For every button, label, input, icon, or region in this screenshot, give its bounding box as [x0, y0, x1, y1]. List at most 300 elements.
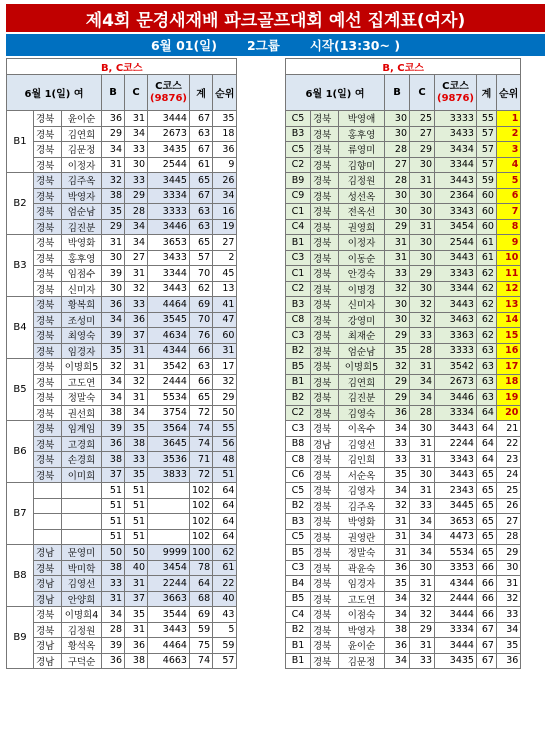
player-name-cell: 정말숙 — [339, 545, 385, 561]
qualifier-score-table — [6, 58, 237, 669]
b-score-cell: 36 — [385, 638, 410, 654]
c-course-detail-cell: 3446 — [435, 390, 477, 406]
player-name-cell: 김영선 — [62, 576, 102, 592]
column-header-row — [286, 75, 521, 111]
table-row — [7, 622, 237, 638]
c-score-cell: 36 — [125, 638, 148, 654]
table-row — [286, 142, 521, 158]
c-course-detail-cell: 3344 — [435, 281, 477, 297]
table-row — [7, 421, 237, 437]
total-cell: 62 — [476, 297, 496, 313]
region-cell: 경북 — [311, 374, 339, 390]
rank-cell: 45 — [213, 266, 237, 282]
player-name-cell: 김정원 — [339, 173, 385, 189]
table-row — [286, 467, 521, 483]
c-course-detail-cell: 3545 — [148, 312, 190, 328]
rank-cell: 9 — [213, 157, 237, 173]
table-row — [286, 638, 521, 654]
player-name-cell — [62, 529, 102, 545]
region-cell: 경북 — [34, 359, 62, 375]
player-name-cell: 김주옥 — [62, 173, 102, 189]
c-course-detail-cell: 2364 — [435, 188, 477, 204]
region-cell: 경북 — [311, 219, 339, 235]
region-cell: 경북 — [34, 126, 62, 142]
c-score-cell: 28 — [410, 405, 435, 421]
player-name-cell: 권영희 — [339, 219, 385, 235]
rank-cell: 31 — [496, 576, 520, 592]
header-rank: 순위 — [213, 75, 237, 111]
table-row — [7, 297, 237, 313]
region-cell: 경북 — [34, 312, 62, 328]
c-score-cell: 30 — [410, 235, 435, 251]
group-code-cell: B4 — [286, 576, 311, 592]
c-course-detail-cell: 2244 — [435, 436, 477, 452]
region-cell — [34, 498, 62, 514]
table-row — [286, 111, 521, 127]
group-code-cell: C3 — [286, 250, 311, 266]
schedule-start: 시작(13:30~ ) — [309, 38, 401, 53]
group-code-cell: B2 — [286, 622, 311, 638]
c-score-cell: 25 — [410, 111, 435, 127]
total-cell: 61 — [476, 235, 496, 251]
b-score-cell: 34 — [385, 421, 410, 437]
c-course-detail-cell: 2673 — [435, 374, 477, 390]
total-cell: 66 — [189, 374, 212, 390]
rank-cell: 41 — [213, 297, 237, 313]
c-course-detail-cell: 2544 — [435, 235, 477, 251]
rank-cell: 35 — [213, 111, 237, 127]
player-name-cell: 김향미 — [339, 157, 385, 173]
region-cell: 경북 — [311, 343, 339, 359]
total-cell: 57 — [189, 250, 212, 266]
b-score-cell: 35 — [385, 467, 410, 483]
rank-cell: 9 — [496, 235, 520, 251]
c-course-detail-cell: 4344 — [435, 576, 477, 592]
c-score-cell: 31 — [410, 452, 435, 468]
rank-cell: 2 — [213, 250, 237, 266]
c-score-cell: 31 — [410, 436, 435, 452]
rank-cell: 59 — [213, 638, 237, 654]
b-score-cell: 28 — [385, 173, 410, 189]
total-cell: 63 — [189, 359, 212, 375]
table-row — [286, 359, 521, 375]
c-course-detail-cell: 4663 — [148, 653, 190, 669]
c-score-cell: 34 — [410, 545, 435, 561]
group-code-cell: C2 — [286, 405, 311, 421]
group-code-cell: B9 — [286, 173, 311, 189]
player-name-cell: 최영숙 — [62, 328, 102, 344]
total-cell: 64 — [476, 405, 496, 421]
table-row — [7, 343, 237, 359]
b-score-cell: 37 — [102, 467, 125, 483]
table-row — [7, 328, 237, 344]
b-score-cell: 30 — [102, 250, 125, 266]
c-score-cell: 28 — [125, 204, 148, 220]
c-score-cell: 51 — [125, 514, 148, 530]
total-cell: 60 — [476, 204, 496, 220]
b-score-cell: 30 — [385, 297, 410, 313]
total-cell: 62 — [189, 281, 212, 297]
group-code-cell: B1 — [286, 638, 311, 654]
region-cell: 경북 — [311, 622, 339, 638]
player-name-cell: 김진분 — [62, 219, 102, 235]
c-course-detail-cell: 3754 — [148, 405, 190, 421]
player-name-cell: 정말숙 — [62, 390, 102, 406]
total-cell: 72 — [189, 467, 212, 483]
c-score-cell: 31 — [410, 483, 435, 499]
group-label: B5 — [7, 359, 34, 421]
region-cell: 경북 — [34, 142, 62, 158]
b-score-cell: 31 — [385, 545, 410, 561]
player-name-cell: 조성미 — [62, 312, 102, 328]
total-cell: 62 — [476, 328, 496, 344]
c-score-cell: 36 — [125, 312, 148, 328]
total-cell: 65 — [476, 498, 496, 514]
table-row — [286, 266, 521, 282]
region-cell: 경북 — [34, 328, 62, 344]
table-row — [7, 235, 237, 251]
region-cell: 경북 — [34, 235, 62, 251]
total-cell: 71 — [189, 452, 212, 468]
c-course-detail-cell: 3344 — [148, 266, 190, 282]
player-name-cell — [62, 498, 102, 514]
rank-cell: 48 — [213, 452, 237, 468]
player-name-cell: 홍후영 — [62, 250, 102, 266]
player-name-cell: 황석옥 — [62, 638, 102, 654]
region-cell: 경북 — [311, 452, 339, 468]
rank-cell: 56 — [213, 436, 237, 452]
rank-cell: 60 — [213, 328, 237, 344]
c-course-detail-cell: 4464 — [148, 297, 190, 313]
rank-cell: 62 — [213, 545, 237, 561]
total-cell: 59 — [476, 173, 496, 189]
player-name-cell: 이옥수 — [339, 421, 385, 437]
b-score-cell: 32 — [385, 281, 410, 297]
c-course-detail-cell: 3443 — [435, 173, 477, 189]
region-cell: 경북 — [34, 188, 62, 204]
b-score-cell: 28 — [102, 622, 125, 638]
total-cell: 63 — [476, 390, 496, 406]
group-label: B4 — [7, 297, 34, 359]
region-cell — [34, 483, 62, 499]
b-score-cell: 28 — [385, 142, 410, 158]
table-row — [286, 204, 521, 220]
region-cell: 경북 — [311, 390, 339, 406]
total-cell: 57 — [476, 126, 496, 142]
b-score-cell: 36 — [102, 436, 125, 452]
c-score-cell: 34 — [125, 126, 148, 142]
c-score-cell: 32 — [410, 591, 435, 607]
ranking-table — [285, 58, 521, 669]
player-name-cell: 손경희 — [62, 452, 102, 468]
b-score-cell: 34 — [102, 374, 125, 390]
table-row — [286, 607, 521, 623]
rank-cell: 13 — [213, 281, 237, 297]
rank-cell: 64 — [213, 498, 237, 514]
rank-cell: 24 — [496, 467, 520, 483]
player-name-cell: 김정원 — [62, 622, 102, 638]
table-row — [7, 514, 237, 530]
total-cell: 55 — [476, 111, 496, 127]
region-cell: 경북 — [311, 498, 339, 514]
player-name-cell: 김연희 — [62, 126, 102, 142]
table-row — [7, 281, 237, 297]
c-course-detail-cell: 3344 — [435, 157, 477, 173]
total-cell: 66 — [476, 607, 496, 623]
region-cell: 경남 — [34, 576, 62, 592]
b-score-cell: 29 — [385, 219, 410, 235]
table-row — [286, 157, 521, 173]
group-code-cell: C5 — [286, 483, 311, 499]
rank-cell: 50 — [213, 405, 237, 421]
c-score-cell: 32 — [410, 297, 435, 313]
b-score-cell: 30 — [385, 312, 410, 328]
region-cell: 경북 — [311, 359, 339, 375]
total-cell: 62 — [476, 266, 496, 282]
table-row — [286, 374, 521, 390]
c-course-detail-cell: 3564 — [148, 421, 190, 437]
c-score-cell: 33 — [410, 653, 435, 669]
region-cell: 경북 — [34, 374, 62, 390]
c-score-cell: 27 — [125, 250, 148, 266]
player-name-cell: 엄순남 — [339, 343, 385, 359]
c-course-detail-cell: 2544 — [148, 157, 190, 173]
player-name-cell: 곽윤숙 — [339, 560, 385, 576]
region-cell: 경북 — [34, 467, 62, 483]
total-cell: 61 — [189, 157, 212, 173]
rank-cell: 31 — [213, 343, 237, 359]
total-cell: 74 — [189, 436, 212, 452]
region-cell: 경북 — [34, 266, 62, 282]
rank-cell: 3 — [496, 142, 520, 158]
total-cell: 70 — [189, 266, 212, 282]
total-cell: 65 — [189, 173, 212, 189]
total-cell: 69 — [189, 297, 212, 313]
rank-cell: 2 — [496, 126, 520, 142]
c-score-cell: 30 — [125, 157, 148, 173]
player-name-cell: 김주옥 — [339, 498, 385, 514]
player-name-cell: 엄순남 — [62, 204, 102, 220]
rank-cell: 22 — [496, 436, 520, 452]
table-row — [7, 545, 237, 561]
b-score-cell: 32 — [102, 173, 125, 189]
rank-cell: 1 — [496, 111, 520, 127]
player-name-cell: 임경자 — [62, 343, 102, 359]
c-course-detail-cell — [148, 498, 190, 514]
b-score-cell: 36 — [385, 560, 410, 576]
total-cell: 102 — [189, 498, 212, 514]
header-date: 6월 1(일) 여 — [286, 75, 385, 111]
b-score-cell: 38 — [102, 188, 125, 204]
c-course-detail-cell: 4464 — [148, 638, 190, 654]
rank-cell: 4 — [496, 157, 520, 173]
total-cell: 67 — [476, 622, 496, 638]
total-cell: 67 — [189, 111, 212, 127]
b-score-cell: 32 — [102, 359, 125, 375]
table-row — [7, 576, 237, 592]
total-cell: 63 — [476, 374, 496, 390]
c-score-cell: 35 — [125, 467, 148, 483]
b-score-cell: 38 — [102, 452, 125, 468]
c-course-detail-cell: 3443 — [435, 250, 477, 266]
total-cell: 74 — [189, 653, 212, 669]
b-score-cell: 34 — [385, 653, 410, 669]
c-score-cell: 34 — [410, 390, 435, 406]
rank-cell: 19 — [213, 219, 237, 235]
c-course-detail-cell: 3536 — [148, 452, 190, 468]
rank-cell: 64 — [213, 483, 237, 499]
c-course-detail-cell: 3833 — [148, 467, 190, 483]
region-cell: 경북 — [34, 405, 62, 421]
total-cell: 60 — [476, 188, 496, 204]
group-code-cell: B5 — [286, 591, 311, 607]
player-name-cell: 권선희 — [62, 405, 102, 421]
c-course-detail-cell: 3443 — [435, 297, 477, 313]
c-score-cell: 50 — [125, 545, 148, 561]
total-cell: 62 — [476, 312, 496, 328]
c-score-cell: 34 — [125, 219, 148, 235]
player-name-cell: 김영선 — [339, 436, 385, 452]
table-row — [7, 312, 237, 328]
total-cell: 57 — [476, 157, 496, 173]
b-score-cell: 27 — [385, 157, 410, 173]
region-cell: 경북 — [311, 188, 339, 204]
player-name-cell: 김영숙 — [339, 405, 385, 421]
c-score-cell: 37 — [125, 591, 148, 607]
total-cell: 65 — [476, 514, 496, 530]
rank-cell: 7 — [496, 204, 520, 220]
c-course-detail-cell: 2673 — [148, 126, 190, 142]
rank-cell: 15 — [496, 328, 520, 344]
player-name-cell: 김인희 — [339, 452, 385, 468]
rank-cell: 10 — [496, 250, 520, 266]
c-score-cell: 40 — [125, 560, 148, 576]
b-score-cell: 33 — [385, 436, 410, 452]
total-cell: 63 — [189, 219, 212, 235]
table-row — [286, 560, 521, 576]
table-row — [7, 266, 237, 282]
b-score-cell: 36 — [385, 405, 410, 421]
course-label: B, C코스 — [7, 59, 237, 75]
group-code-cell: B3 — [286, 514, 311, 530]
rank-cell: 57 — [213, 653, 237, 669]
rank-cell: 12 — [496, 281, 520, 297]
table-row — [286, 622, 521, 638]
rank-cell: 36 — [496, 653, 520, 669]
table-row — [286, 529, 521, 545]
player-name-cell — [62, 514, 102, 530]
schedule-group: 2그룹 — [246, 38, 280, 53]
c-score-cell: 33 — [125, 173, 148, 189]
table-row — [7, 560, 237, 576]
region-cell: 경북 — [311, 483, 339, 499]
region-cell: 경북 — [311, 142, 339, 158]
c-score-cell: 34 — [410, 529, 435, 545]
total-cell: 57 — [476, 142, 496, 158]
c-score-cell: 29 — [410, 266, 435, 282]
group-label: B6 — [7, 421, 34, 483]
c-course-detail-cell: 3443 — [435, 467, 477, 483]
table-row — [286, 126, 521, 142]
player-name-cell: 최재순 — [339, 328, 385, 344]
b-score-cell: 33 — [102, 576, 125, 592]
player-name-cell: 김진분 — [339, 390, 385, 406]
player-name-cell: 서순옥 — [339, 467, 385, 483]
c-course-detail-cell: 3443 — [148, 281, 190, 297]
group-code-cell: C4 — [286, 219, 311, 235]
total-cell: 78 — [189, 560, 212, 576]
c-course-detail-cell: 3433 — [435, 126, 477, 142]
total-cell: 66 — [189, 343, 212, 359]
page-title-text: 제4회 문경새재배 파크골프대회 예선 집계표(여자) — [85, 10, 466, 31]
schedule-bar — [6, 34, 545, 56]
c-score-cell: 35 — [125, 421, 148, 437]
region-cell: 경북 — [311, 514, 339, 530]
total-cell: 102 — [189, 529, 212, 545]
table-row — [7, 173, 237, 189]
group-label: B9 — [7, 607, 34, 669]
region-cell: 경북 — [311, 312, 339, 328]
table-row — [286, 390, 521, 406]
rank-cell: 29 — [213, 390, 237, 406]
b-score-cell: 51 — [102, 483, 125, 499]
region-cell: 경북 — [311, 421, 339, 437]
b-score-cell: 38 — [102, 560, 125, 576]
player-name-cell: 김문정 — [339, 653, 385, 669]
c-score-cell: 37 — [125, 328, 148, 344]
c-score-cell: 30 — [410, 421, 435, 437]
b-score-cell: 30 — [385, 126, 410, 142]
rank-cell: 11 — [496, 266, 520, 282]
region-cell: 경북 — [34, 204, 62, 220]
table-row — [7, 405, 237, 421]
page-title — [6, 4, 545, 32]
c-score-cell: 31 — [125, 576, 148, 592]
c-score-cell: 31 — [125, 390, 148, 406]
region-cell — [34, 514, 62, 530]
table-row — [7, 142, 237, 158]
b-score-cell: 31 — [102, 235, 125, 251]
player-name-cell: 이명희4 — [62, 607, 102, 623]
c-score-cell: 38 — [125, 653, 148, 669]
total-cell: 69 — [189, 607, 212, 623]
b-score-cell: 33 — [385, 266, 410, 282]
rank-cell: 21 — [496, 421, 520, 437]
c-course-detail-cell: 4473 — [435, 529, 477, 545]
table-row — [286, 250, 521, 266]
b-score-cell: 29 — [385, 390, 410, 406]
region-cell: 경북 — [34, 560, 62, 576]
b-score-cell: 35 — [385, 576, 410, 592]
rank-cell: 47 — [213, 312, 237, 328]
table-row — [7, 607, 237, 623]
table-row — [7, 111, 237, 127]
b-score-cell: 29 — [385, 374, 410, 390]
region-cell: 경북 — [311, 204, 339, 220]
player-name-cell: 박영자 — [339, 622, 385, 638]
region-cell: 경북 — [34, 297, 62, 313]
c-score-cell: 34 — [410, 374, 435, 390]
table-row — [7, 467, 237, 483]
player-name-cell: 안양희 — [62, 591, 102, 607]
c-score-cell: 27 — [410, 126, 435, 142]
rank-cell: 35 — [496, 638, 520, 654]
rank-cell: 13 — [496, 297, 520, 313]
b-score-cell: 30 — [385, 111, 410, 127]
c-course-detail-cell: 3333 — [148, 204, 190, 220]
header-total: 계 — [189, 75, 212, 111]
c-score-cell: 29 — [410, 622, 435, 638]
